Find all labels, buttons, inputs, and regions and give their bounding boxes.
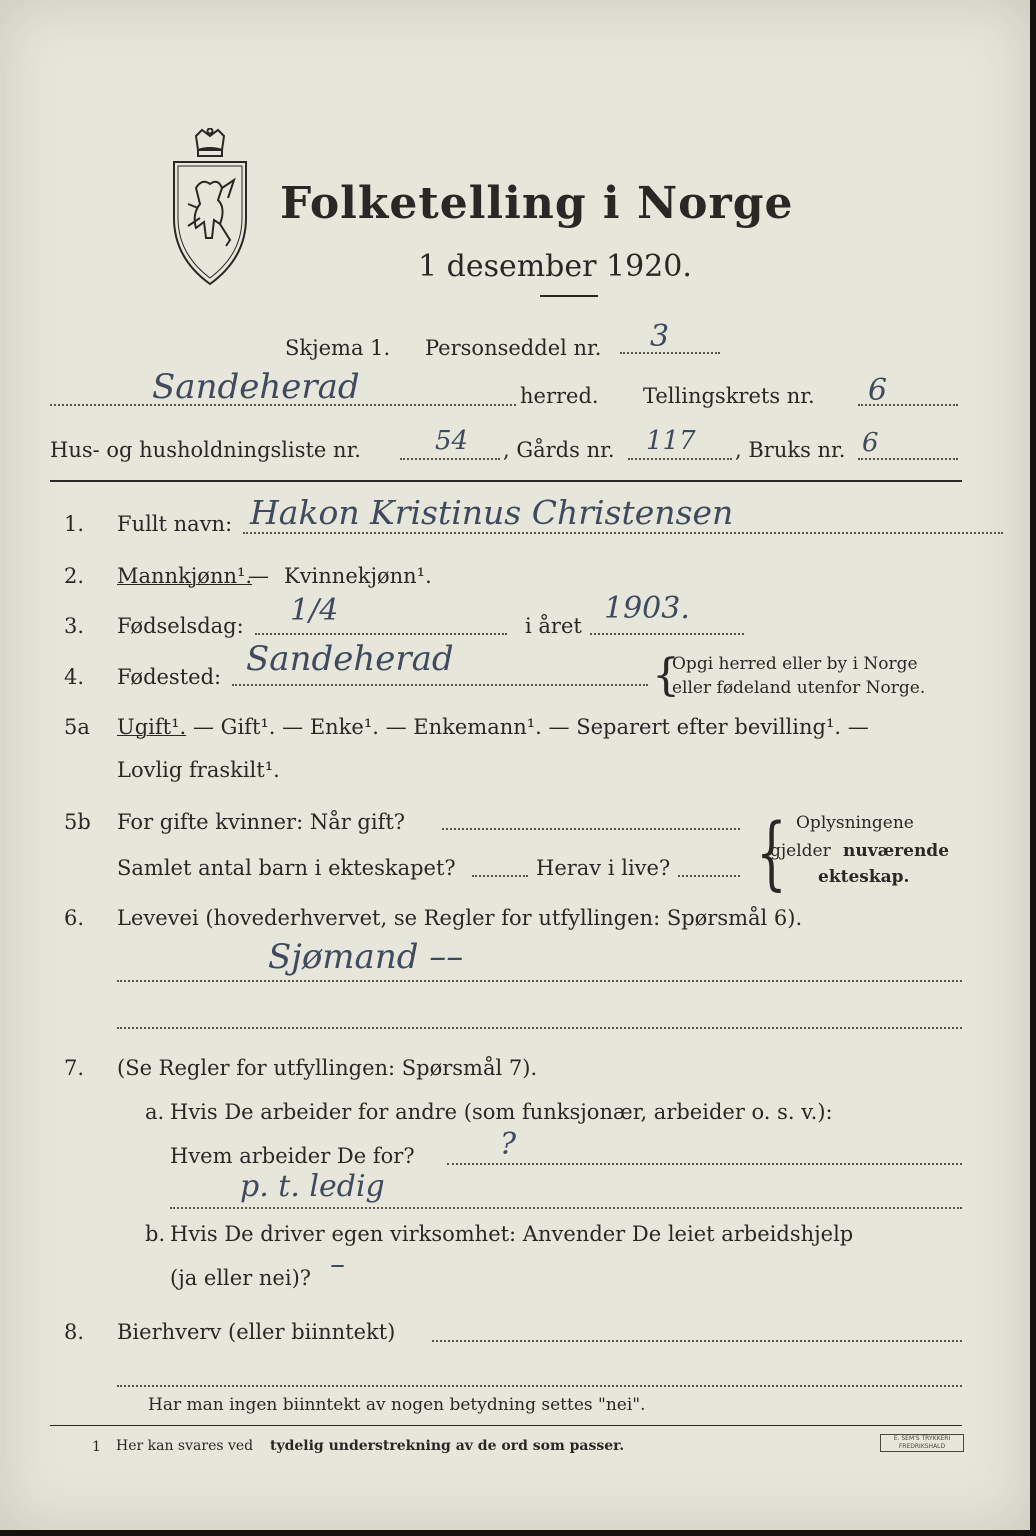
side-income-line2 — [117, 1385, 962, 1387]
gards-value: 117 — [646, 426, 696, 456]
birthplace-value: Sandeherad — [246, 639, 454, 679]
q4-note-line2: eller fødeland utenfor Norge. — [672, 678, 926, 698]
side-income-line1 — [432, 1340, 962, 1342]
unmarried-option: Ugift¹. — [117, 715, 187, 739]
occupation-line2 — [117, 1027, 962, 1029]
herred-value: Sandeherad — [152, 367, 360, 407]
children-line — [472, 875, 528, 877]
alive-label: Herav i live? — [536, 856, 671, 880]
birthplace-line — [232, 684, 648, 686]
hired-help-label: (ja eller nei)? — [170, 1266, 312, 1290]
q7b-label: Hvis De driver egen virksomhet: Anvender De leiet arbeidshjelp — [170, 1222, 854, 1246]
married-when-label: For gifte kvinner: Når gift? — [117, 810, 406, 834]
full-name-value: Hakon Kristinus Christensen — [250, 493, 734, 532]
male-option: Mannkjønn¹. — [117, 564, 253, 588]
gards-line — [628, 458, 732, 460]
census-date: 1 desember 1920. — [418, 249, 692, 284]
hired-help-value: – — [330, 1247, 345, 1282]
personseddel-line — [620, 352, 720, 354]
husholdningsliste-line — [400, 458, 500, 460]
q2-number: 2. — [64, 564, 85, 588]
employer-line1 — [447, 1163, 962, 1165]
q1-line — [243, 532, 1003, 534]
marital-options: — Gift¹. — Enke¹. — Enkemann¹. — Separert efter bevilling¹. — — [193, 715, 869, 739]
employer-value1: ? — [500, 1127, 517, 1162]
q5b-note-line1: Oplysningene — [796, 813, 914, 833]
q6-number: 6. — [64, 906, 85, 930]
divorced-option: Lovlig fraskilt¹. — [117, 758, 280, 782]
q3-label: Fødselsdag: — [117, 614, 244, 638]
q8-number: 8. — [64, 1320, 85, 1344]
form-title: Folketelling i Norge — [280, 178, 794, 229]
skjema-label: Skjema 1. — [285, 336, 391, 360]
header-divider — [50, 480, 962, 482]
q7a-letter: a. — [145, 1100, 165, 1124]
q4-note-line1: Opgi herred eller by i Norge — [672, 654, 918, 674]
footnote-text-b: tydelig understrekning av de ord som passer. — [270, 1438, 625, 1454]
q1-label: Fullt navn: — [117, 512, 233, 536]
birthyear-value: 1903. — [604, 591, 690, 626]
children-label: Samlet antal barn i ekteskapet? — [117, 856, 456, 880]
q5b-note-line2b: nuværende — [843, 841, 950, 861]
norwegian-coat-of-arms-icon — [168, 128, 252, 288]
tellingskrets-label: Tellingskrets nr. — [643, 384, 815, 408]
married-when-line — [442, 828, 740, 830]
footer-divider — [50, 1425, 962, 1426]
personseddel-value: 3 — [650, 319, 670, 354]
birthdate-line — [255, 633, 507, 635]
q5b-number: 5b — [64, 810, 91, 834]
birthyear-label: i året — [525, 614, 582, 638]
q7-number: 7. — [64, 1056, 85, 1080]
q7a-label: Hvis De arbeider for andre (som funksjonær, arbeider o. s. v.): — [170, 1100, 833, 1124]
husholdningsliste-label: Hus- og husholdningsliste nr. — [50, 438, 361, 462]
bruks-label: , Bruks nr. — [735, 438, 846, 462]
employer-label: Hvem arbeider De for? — [170, 1144, 415, 1168]
personseddel-label: Personseddel nr. — [425, 336, 602, 360]
title-divider — [540, 295, 598, 297]
q7-label: (Se Regler for utfyllingen: Spørsmål 7). — [117, 1056, 538, 1080]
side-income-note: Har man ingen biinntekt av nogen betydning settes "nei". — [148, 1395, 646, 1415]
q3-number: 3. — [64, 614, 85, 638]
q4-number: 4. — [64, 665, 85, 689]
alive-line — [678, 875, 740, 877]
occupation-value: Sjømand –– — [268, 937, 464, 977]
gards-label: , Gårds nr. — [503, 438, 615, 462]
birthyear-line — [590, 633, 744, 635]
footnote-number: 1 — [92, 1439, 101, 1455]
q2-separator: — — [248, 564, 269, 588]
q5b-note-line3: ekteskap. — [818, 867, 910, 887]
husholdningsliste-value: 54 — [435, 426, 469, 456]
herred-label: herred. — [520, 384, 599, 408]
birthdate-value: 1/4 — [290, 593, 339, 628]
occupation-line1 — [117, 980, 962, 982]
q5a-number: 5a — [64, 715, 90, 739]
female-option: Kvinnekjønn¹. — [284, 564, 432, 588]
printer-mark: E. SEM'S TRYKKERI FREDRIKSHALD — [880, 1434, 964, 1452]
q7b-letter: b. — [145, 1222, 166, 1246]
bruks-value: 6 — [862, 428, 879, 458]
q6-label: Levevei (hovederhvervet, se Regler for utfyllingen: Spørsmål 6). — [117, 906, 803, 930]
tellingskrets-value: 6 — [868, 373, 888, 408]
q1-number: 1. — [64, 512, 85, 536]
bruks-line — [858, 458, 958, 460]
q8-label: Bierhverv (eller biinntekt) — [117, 1320, 396, 1344]
employer-value2: p. t. ledig — [240, 1169, 385, 1204]
q5b-note-brace: { — [756, 806, 787, 899]
q4-note-brace: { — [652, 650, 680, 701]
q5b-note-line2a: gjelder — [770, 841, 831, 861]
footnote-text-a: Her kan svares ved — [116, 1438, 254, 1454]
employer-line2 — [170, 1207, 962, 1209]
q4-label: Fødested: — [117, 665, 222, 689]
